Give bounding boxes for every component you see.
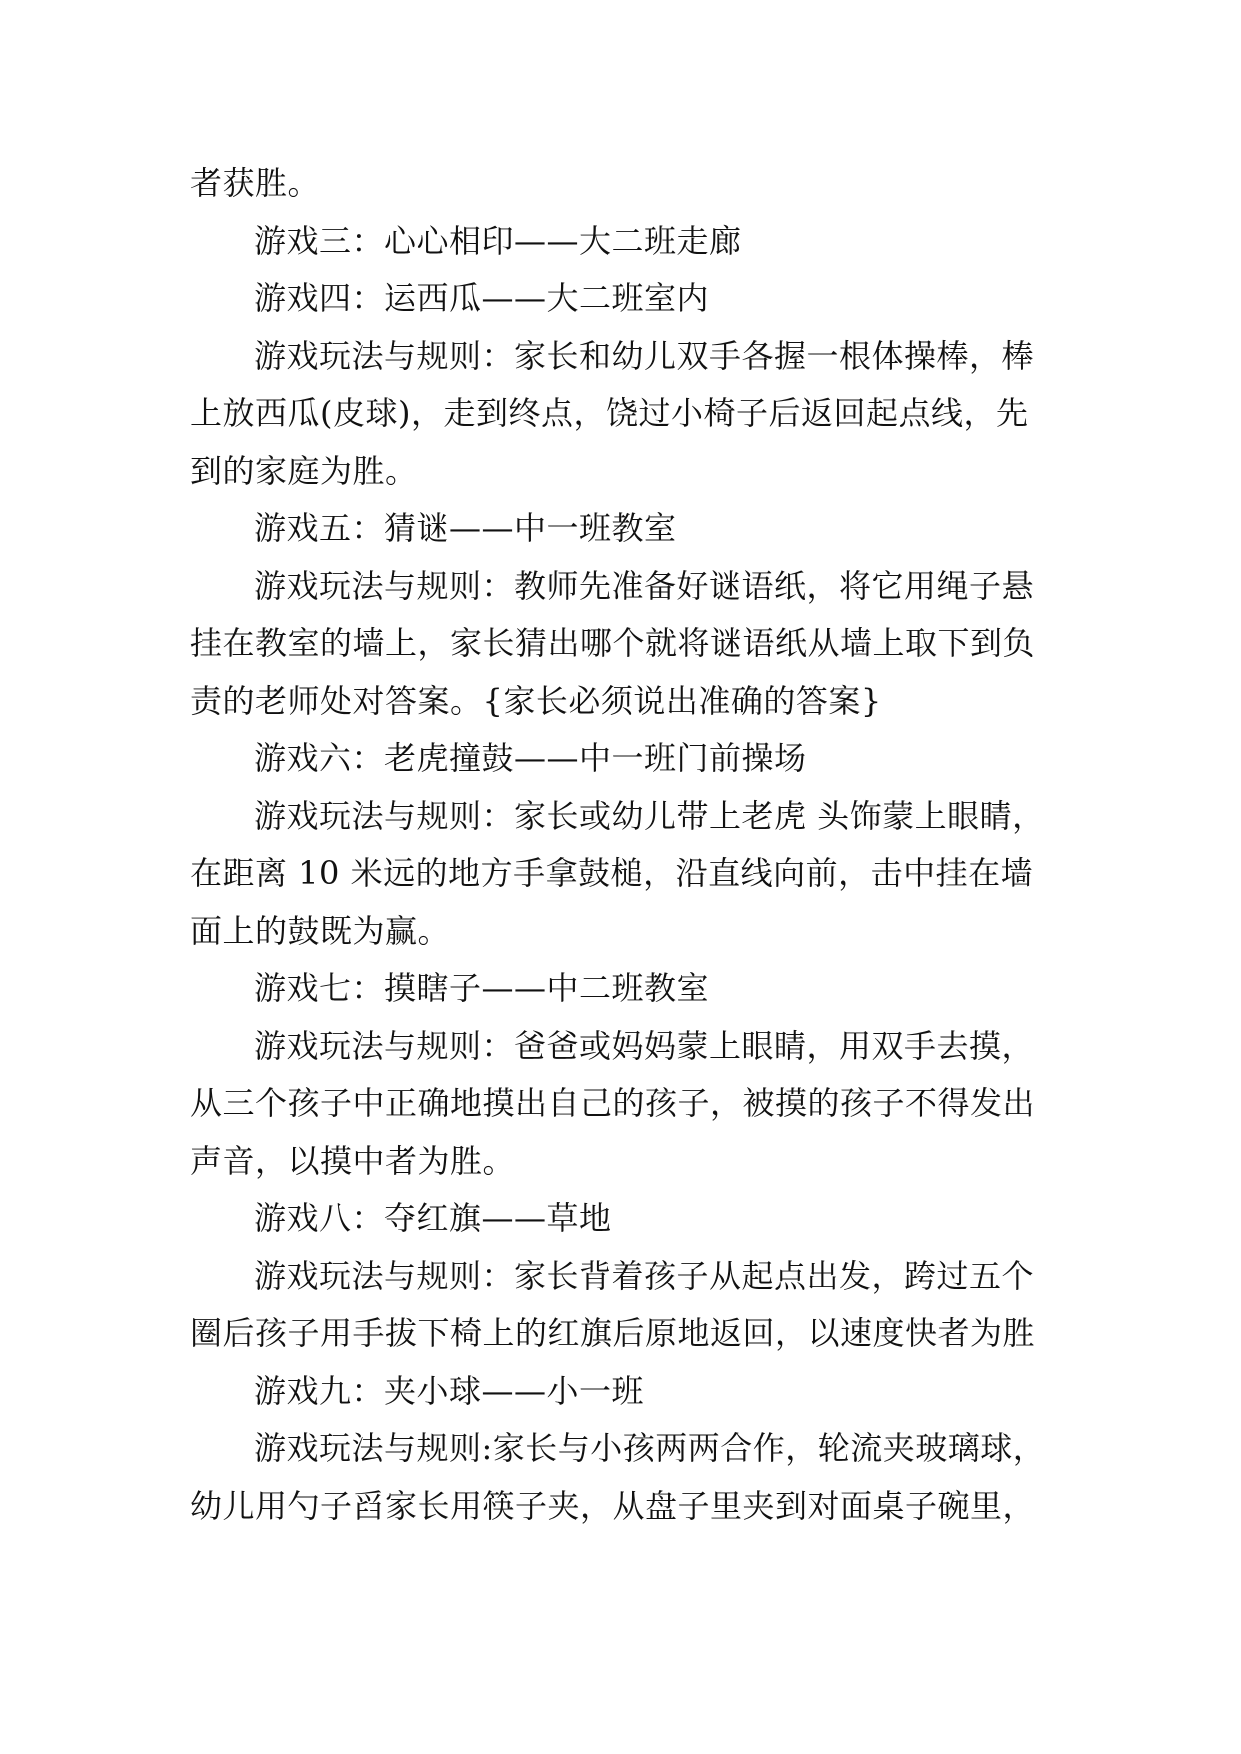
text-line: 游戏玩法与规则:家长与小孩两两合作，轮流夹玻璃球， xyxy=(254,1429,1046,1467)
text-line: 到的家庭为胜。 xyxy=(190,451,418,490)
text-line: 游戏玩法与规则：爸爸或妈妈蒙上眼睛，用双手去摸， xyxy=(254,1026,1035,1065)
section-heading-game-5: 游戏五：猜谜——中一班教室 xyxy=(254,509,677,547)
text-line: 责的老师处对答案。{家长必须说出准确的答案} xyxy=(190,681,882,720)
section-heading-game-6: 游戏六：老虎撞鼓——中一班门前操场 xyxy=(254,739,807,777)
text-line: 在距离 10 米远的地方手拿鼓槌，沿直线向前，击中挂在墙 xyxy=(190,854,1034,892)
section-heading-game-4: 游戏四：运西瓜——大二班室内 xyxy=(254,279,710,317)
section-heading-game-8: 游戏八：夺红旗——草地 xyxy=(254,1199,612,1237)
text-line: 声音，以摸中者为胜。 xyxy=(190,1141,516,1180)
text-line: 圈后孩子用手拔下椅上的红旗后原地返回，以速度快者为胜 xyxy=(190,1314,1036,1352)
section-heading-game-7: 游戏七：摸瞎子——中二班教室 xyxy=(254,969,710,1007)
text-line: 挂在教室的墙上，家长猜出哪个就将谜语纸从墙上取下到负 xyxy=(190,624,1036,662)
text-line: 游戏玩法与规则：家长背着孩子从起点出发，跨过五个 xyxy=(254,1256,1035,1295)
text-line: 者获胜。 xyxy=(190,164,321,202)
document-body xyxy=(190,155,1060,1535)
text-line: 游戏玩法与规则：教师先准备好谜语纸，将它用绳子悬 xyxy=(254,566,1035,605)
section-heading-game-3: 游戏三：心心相印——大二班走廊 xyxy=(254,221,742,260)
text-line: 面上的鼓既为赢。 xyxy=(190,911,451,950)
text-line: 游戏玩法与规则：家长和幼儿双手各握一根体操棒，棒 xyxy=(254,336,1035,375)
text-line: 从三个孩子中正确地摸出自己的孩子，被摸的孩子不得发出 xyxy=(190,1084,1036,1122)
text-line: 游戏玩法与规则：家长或幼儿带上老虎 头饰蒙上眼睛， xyxy=(254,796,1045,835)
text-line: 幼儿用勺子舀家长用筷子夹，从盘子里夹到对面桌子碗里， xyxy=(190,1486,1036,1525)
section-heading-game-9: 游戏九：夹小球——小一班 xyxy=(254,1371,645,1410)
text-line: 上放西瓜(皮球)，走到终点，饶过小椅子后返回起点线，先 xyxy=(190,394,1029,432)
